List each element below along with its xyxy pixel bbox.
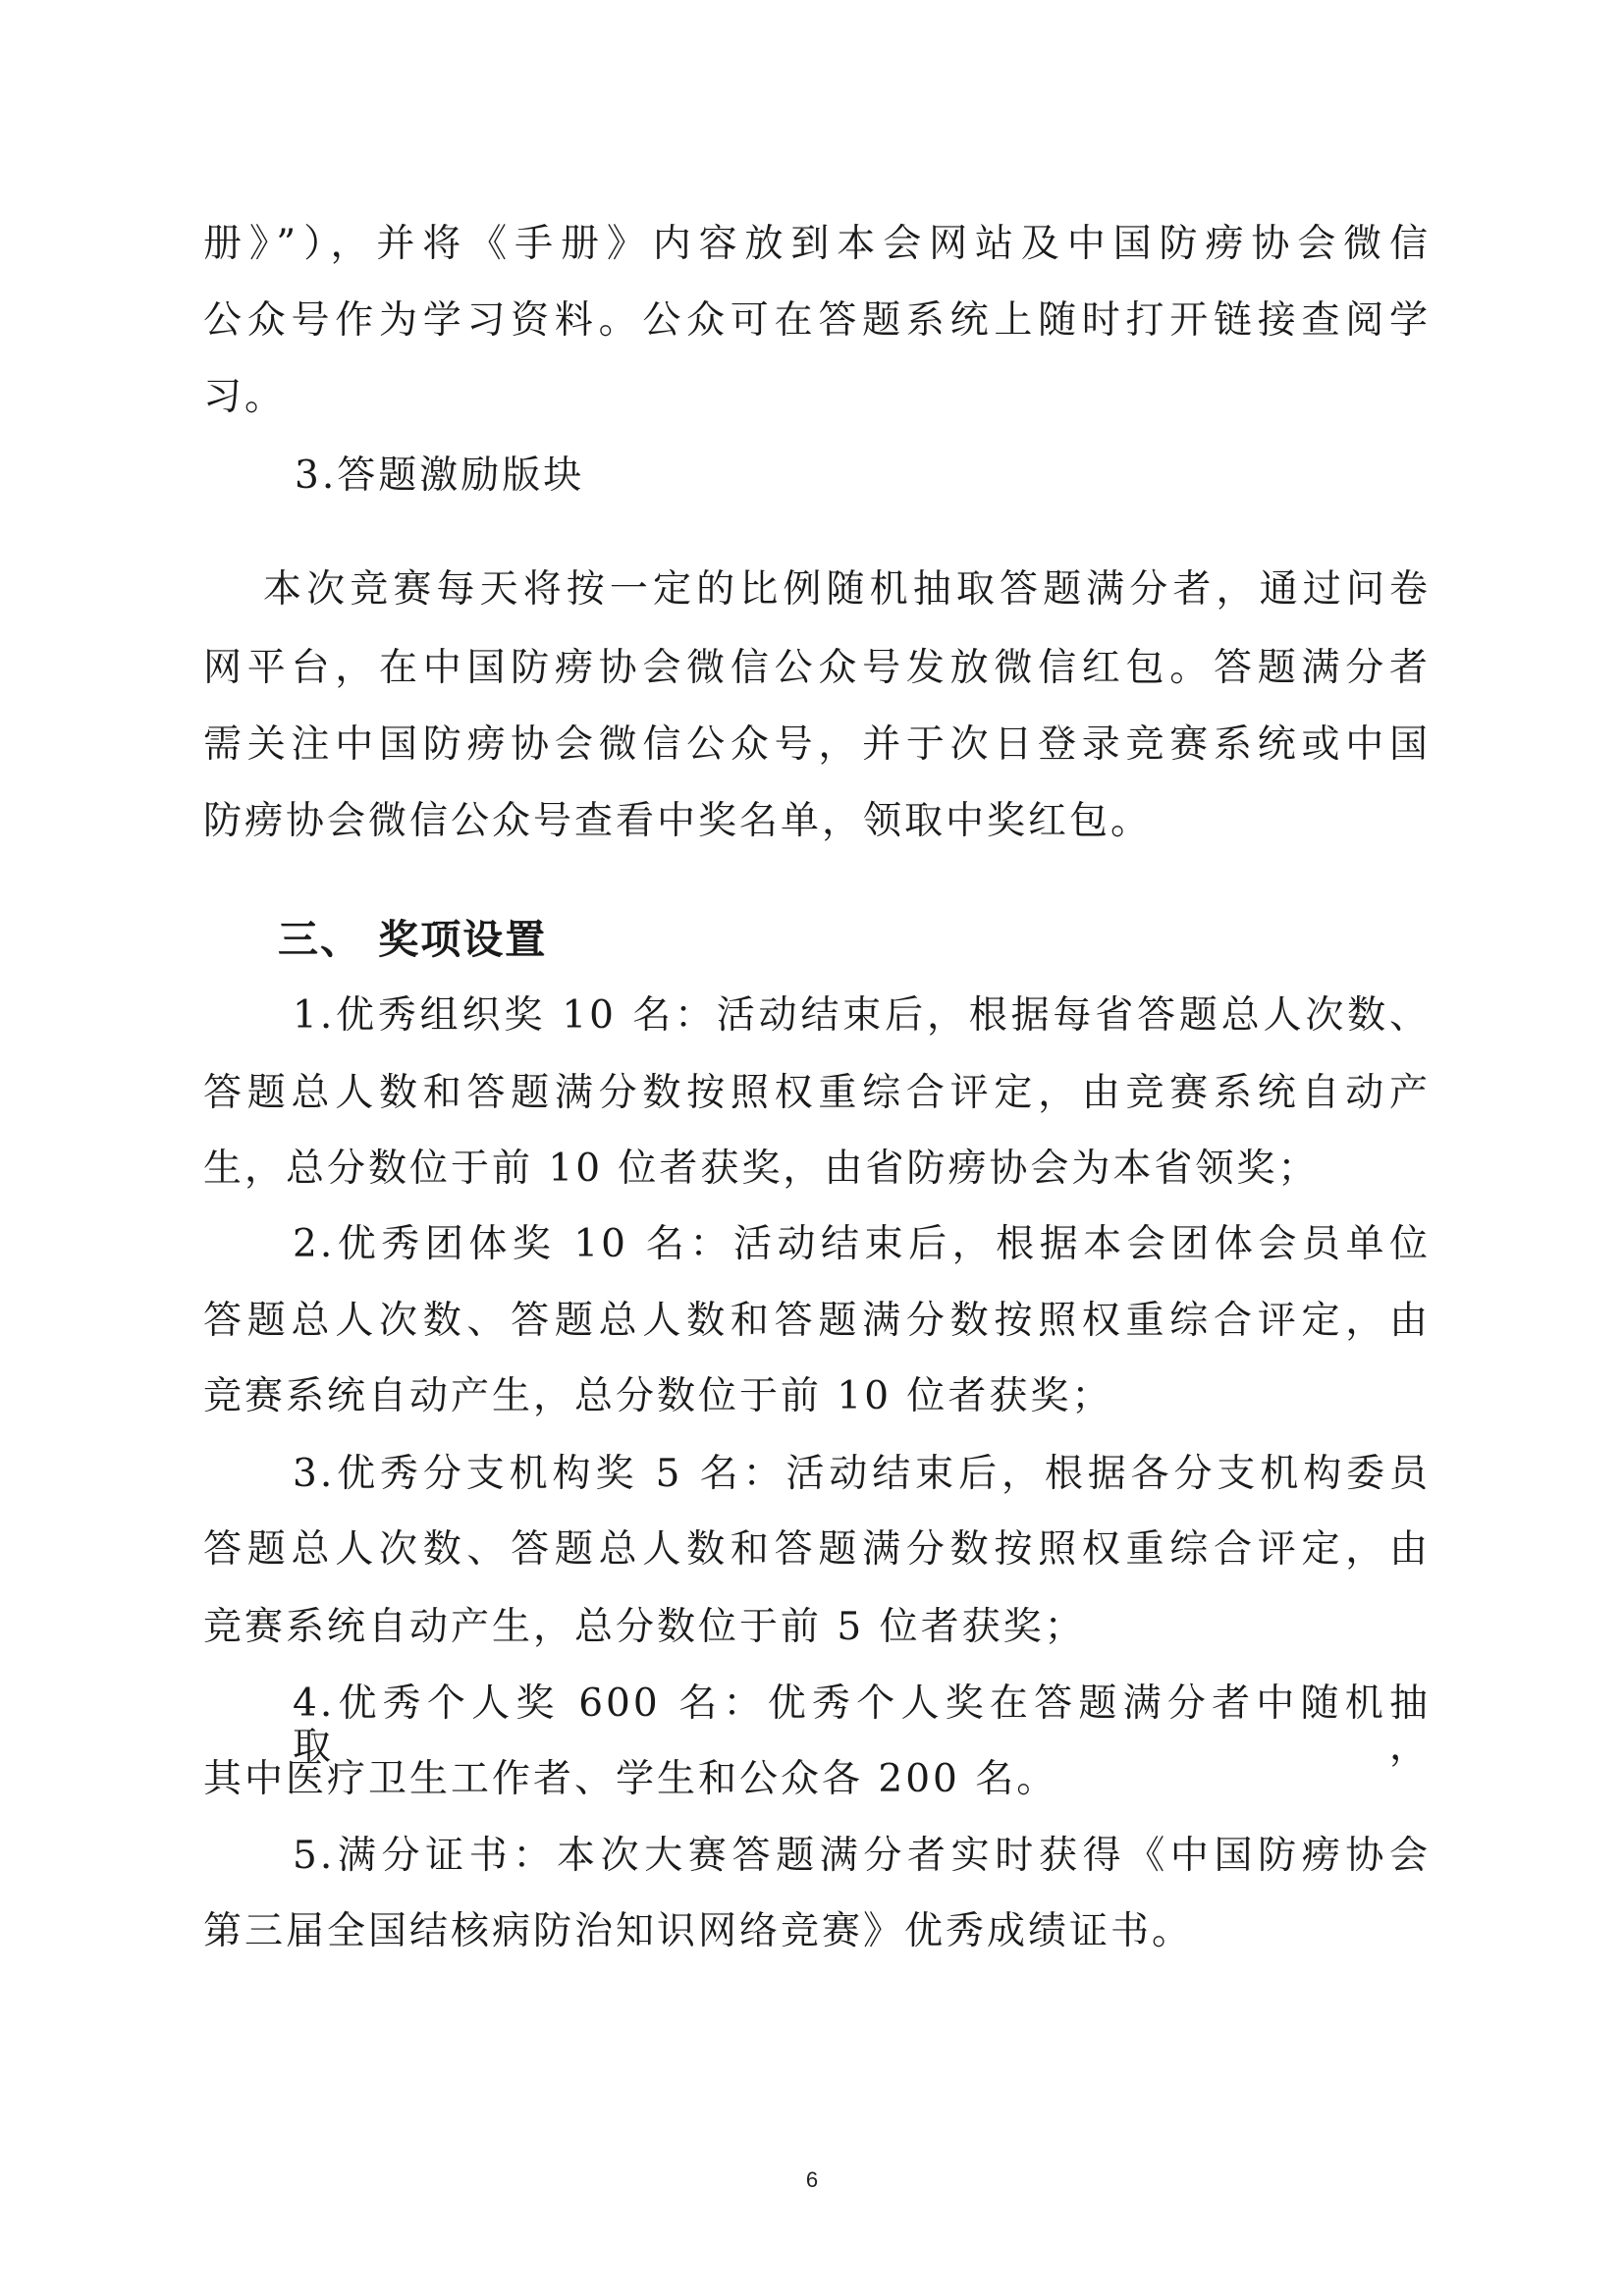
text-line: 答题总人数和答题满分数按照权重综合评定，由竞赛系统自动产 xyxy=(203,1071,1431,1115)
text-line: 网平台，在中国防痨协会微信公众号发放微信红包。答题满分者 xyxy=(203,646,1431,690)
text-line: 第三届全国结核病防治知识网络竞赛》优秀成绩证书。 xyxy=(203,1909,1194,1953)
text-line: 2.优秀团体奖 10 名：活动结束后，根据本会团体会员单位 xyxy=(293,1222,1431,1266)
page-number: 6 xyxy=(805,2167,819,2192)
text-line: 答题总人次数、答题总人数和答题满分数按照权重综合评定，由 xyxy=(203,1299,1431,1343)
text-line: 1.优秀组织奖 10 名：活动结束后，根据每省答题总人次数、 xyxy=(293,993,1431,1038)
text-line: 竞赛系统自动产生，总分数位于前 5 位者获奖； xyxy=(203,1605,1086,1649)
section-heading: 三、 奖项设置 xyxy=(278,916,548,963)
text-line: 4.优秀个人奖 600 名：优秀个人奖在答题满分者中随机抽取， xyxy=(293,1682,1431,1769)
text-line: 竞赛系统自动产生，总分数位于前 10 位者获奖； xyxy=(203,1374,1113,1418)
text-line: 5.满分证书：本次大赛答题满分者实时获得《中国防痨协会 xyxy=(293,1834,1431,1878)
text-line: 本次竞赛每天将按一定的比例随机抽取答题满分者，通过问卷 xyxy=(263,567,1431,612)
text-line: 答题总人次数、答题总人数和答题满分数按照权重综合评定，由 xyxy=(203,1527,1431,1572)
text-line: 其中医疗卫生工作者、学生和公众各 200 名。 xyxy=(203,1757,1058,1801)
text-line: 需关注中国防痨协会微信公众号，并于次日登录竞赛系统或中国 xyxy=(203,722,1431,767)
text-line: 3.优秀分支机构奖 5 名：活动结束后，根据各分支机构委员 xyxy=(293,1452,1431,1496)
text-line: 习。 xyxy=(203,375,287,419)
text-line: 生，总分数位于前 10 位者获奖，由省防痨协会为本省领奖； xyxy=(203,1147,1320,1191)
text-line: 防痨协会微信公众号查看中奖名单，领取中奖红包。 xyxy=(203,799,1153,843)
text-line: 册》”），并将《手册》内容放到本会网站及中国防痨协会微信 xyxy=(203,222,1431,266)
text-line: 公众号作为学习资料。公众可在答题系统上随时打开链接查阅学 xyxy=(203,298,1431,343)
subsection-title: 3.答题激励版块 xyxy=(295,454,585,498)
